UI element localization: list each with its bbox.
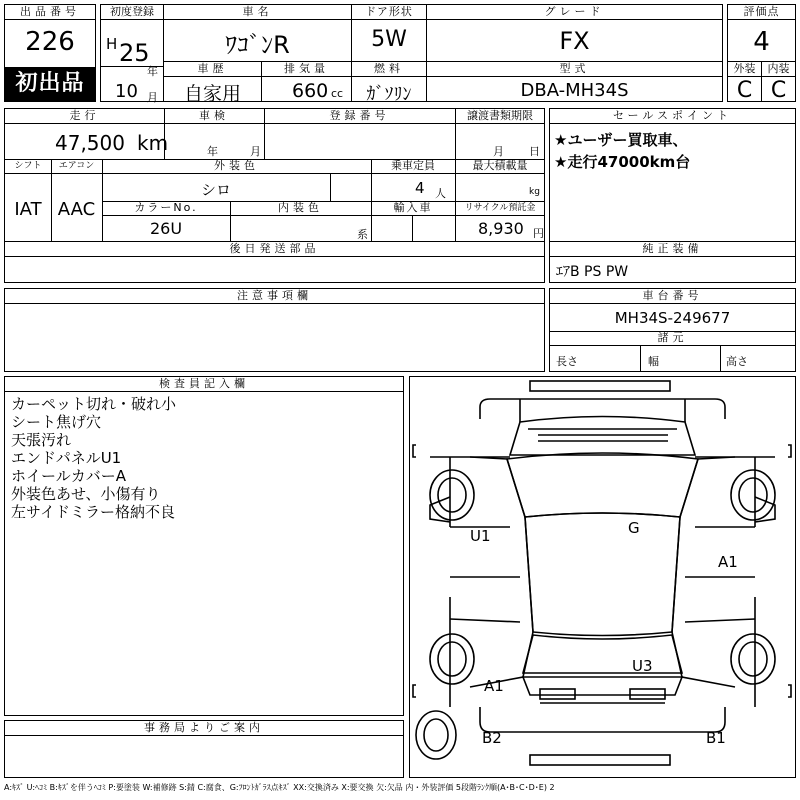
registration-year: 25 [119,39,150,67]
year-unit: 年 [147,65,158,78]
max-load-label: 最大積載量 [472,159,528,172]
interior-grade: C [770,78,787,103]
inspection-label: 車検 [199,109,229,122]
door-box [351,4,427,62]
transfer-day-unit: 日 [529,145,540,158]
history-value: 自家用 [183,83,241,105]
score-box [727,4,796,62]
score-value: 4 [753,27,770,57]
inspector-note-6: 外装色あせ、小傷有り [11,485,161,503]
car-name: ﾜｺﾞﾝR [225,31,290,59]
lot-number: 226 [25,27,75,57]
details-block [4,108,545,242]
later-parts-label: 後日発送部品 [5,242,544,257]
equipment-value: ｴｱB PS PW [556,264,629,280]
exterior-label: 外装 [728,62,761,77]
notes-box [4,288,545,372]
dimensions-label: 諸元 [657,331,688,344]
interior-color-label: 内装色 [278,201,323,214]
office-label: 事務局よりご案内 [5,721,403,736]
grade-label: グレード [427,5,722,20]
grade-box [426,4,723,62]
damage-mark-a1-left: A1 [484,677,504,695]
inspector-note-5: ホイールカバーA [11,467,126,485]
capacity-label: 乗車定員 [391,159,435,172]
history-box [163,61,262,105]
inspection-year-unit: 年 [207,145,218,158]
first-listing-badge [5,67,95,101]
height-label: 高さ [726,355,748,368]
sales-point-2: ★走行47000km台 [554,153,691,171]
inspector-note-7: 左サイドミラー格納不良 [11,503,175,521]
model-value: DBA-MH34S [520,80,629,101]
car-diagram [409,376,796,778]
inspector-label: 検査員記入欄 [5,377,403,392]
lot-number-box [4,4,96,102]
legend-text: A:ｷｽﾞ U:ﾍｺﾐ B:ｷｽﾞを伴うﾍｺﾐ P:要塗装 W:補修跡 S:錆 C:腐食、G:ﾌﾛﾝﾄｶﾞﾗｽ点ｷｽﾞ XX:交換済み X:要交換 欠:欠品 内・外装評価 5段階ﾗﾝｸ順(A･B･C･D･E) 2 [4,783,555,792]
transfer-month-unit: 月 [493,145,504,158]
inspector-note-3: 天張汚れ [11,431,72,449]
inspector-note-1: カーペット切れ・破れ小 [11,395,177,413]
color-value: シロ [200,181,231,199]
max-load-unit: kg [529,187,540,197]
registration-month: 10 [115,81,138,102]
chassis-value: MH34S-249677 [614,309,731,327]
damage-mark-b1: B1 [706,729,726,747]
displacement-value: 660 [292,80,329,102]
fuel-value: ｶﾞｿﾘﾝ [366,84,412,105]
displacement-unit: cc [331,87,344,100]
door-label: ドア形状 [352,5,426,20]
interior-color-unit: 系 [357,228,368,241]
inspector-note-4: エンドパネルU1 [11,449,122,467]
fuel-label: 燃料 [352,62,426,77]
capacity-unit: 人 [435,187,446,200]
ac-label: エアコン [58,161,95,171]
displacement-label: 排気量 [262,62,351,77]
lot-number-label: 出品番号 [5,5,95,20]
inspection-month-unit: 月 [250,145,261,158]
sales-points-box [549,108,796,242]
interior-label: 内装 [762,62,795,77]
shift-label: シフト [14,161,42,171]
equipment-label: 純正装備 [550,242,795,257]
notes-label: 注意事項欄 [5,289,544,304]
model-label: 型式 [427,62,722,77]
registration-label: 登録番号 [329,109,390,122]
recycle-unit: 円 [533,227,544,240]
mileage-label: 走行 [69,109,100,122]
exterior-grade-box [727,61,762,102]
inspector-box [4,376,404,716]
color-no-label: カラーNo. [134,201,198,214]
length-label: 長さ [556,355,578,368]
sales-points-label: セールスポイント [550,109,795,124]
first-registration-box [100,4,164,102]
width-label: 幅 [648,355,659,368]
car-name-box [163,4,352,62]
inspector-note-2: シート焦げ穴 [11,413,102,431]
car-outline-drawing [410,377,795,777]
transfer-label: 譲渡書類期限 [467,109,533,122]
mileage-unit: km [137,131,169,155]
damage-mark-u1: U1 [470,527,491,545]
exterior-grade: C [736,78,753,103]
model-box [426,61,723,102]
import-label: 輸入車 [393,201,433,214]
capacity-value: 4 [415,179,425,197]
equipment-box [549,241,796,283]
car-name-label: 車名 [164,5,351,20]
score-label: 評価点 [728,5,795,20]
first-registration-label: 初度登録 [101,5,163,20]
color-no-value: 26U [149,219,183,238]
door-value: 5W [371,27,407,52]
office-box [4,720,404,778]
interior-grade-box [761,61,796,102]
recycle-value: 8,930 [478,219,524,238]
history-label: 車歴 [164,62,261,77]
chassis-box [549,288,796,372]
era-letter: H [106,35,118,53]
damage-mark-a1-right: A1 [718,553,738,571]
recycle-label: リサイクル預託金 [464,203,536,213]
ac-value: AAC [57,199,96,220]
grade-value: FX [559,27,590,55]
fuel-box [351,61,427,105]
damage-mark-b2: B2 [482,729,502,747]
mileage-value: 47,500 [55,131,125,155]
later-parts-box [4,241,545,283]
first-listing-text: 初出品 [15,71,85,96]
color-label: 外装色 [214,159,259,172]
damage-mark-u3: U3 [632,657,653,675]
damage-mark-g: G [628,519,640,537]
displacement-box [261,61,352,102]
sales-point-1: ★ユーザー買取車、 [554,131,688,149]
chassis-label: 車台番号 [550,289,795,304]
shift-value: IAT [14,199,42,220]
month-unit: 月 [147,91,158,104]
